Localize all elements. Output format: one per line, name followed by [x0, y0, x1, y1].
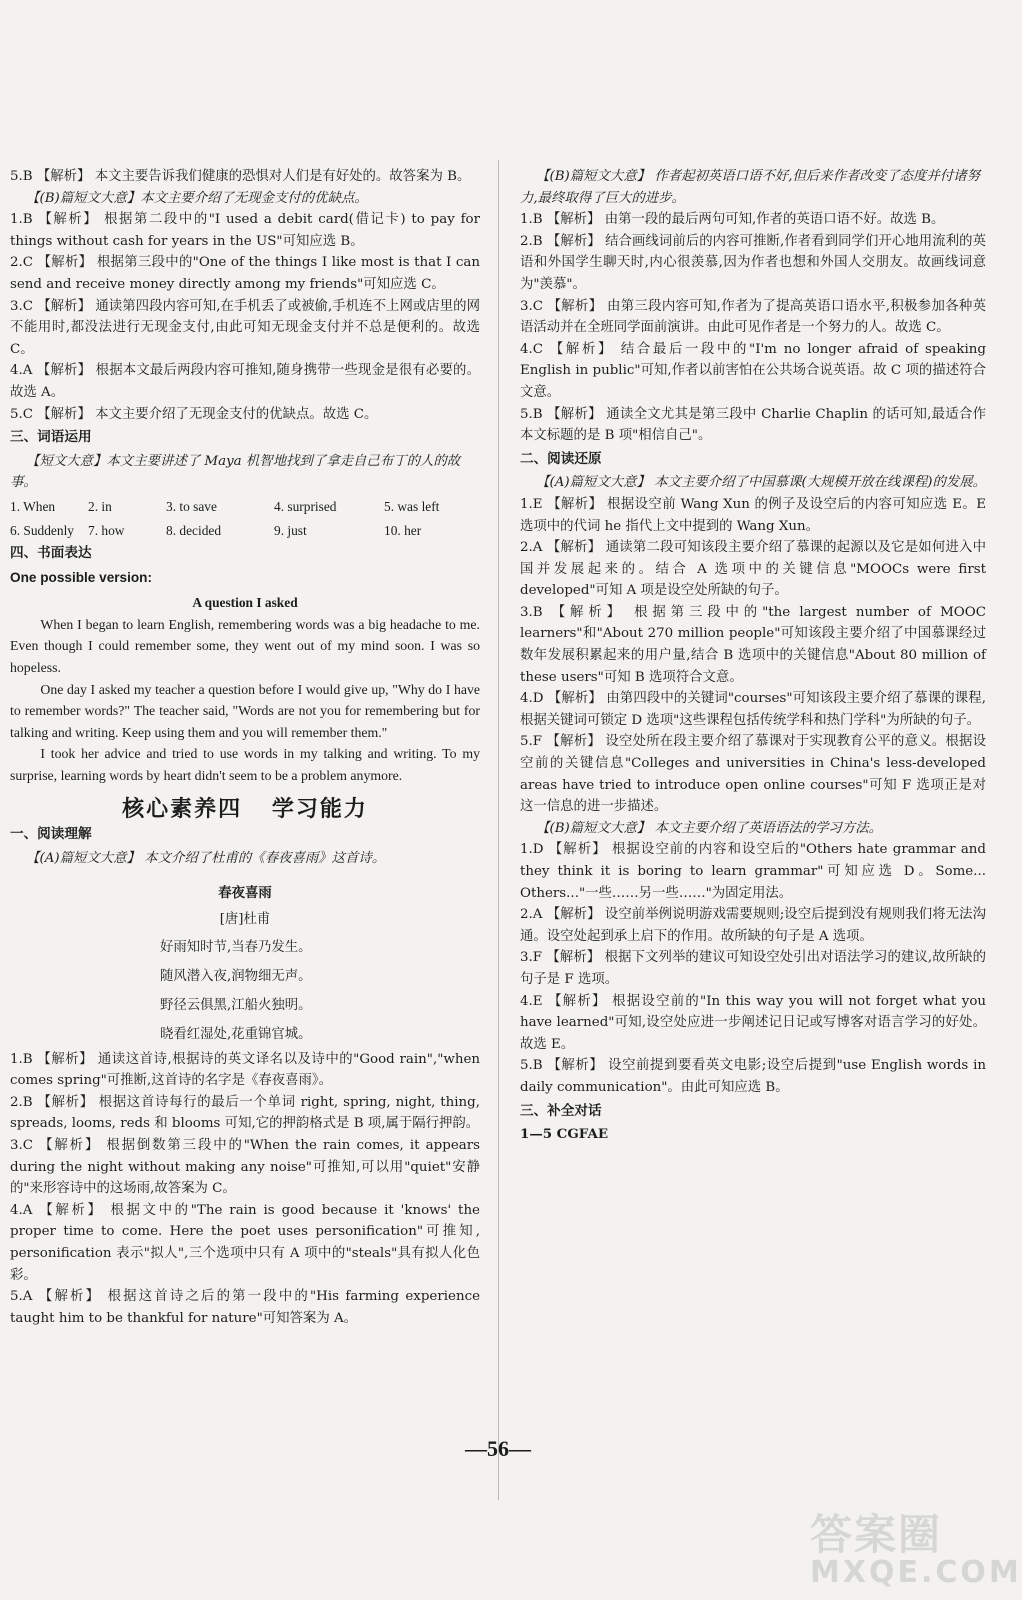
- answer-paragraph: 2.C 【解析】 根据第三段中的"One of the things I like most is that I can send and receive money directly among my friends"可知应选 C。: [10, 255, 480, 292]
- word-answers-row-2: [10, 520, 480, 542]
- answer-paragraph: 2.A 【解析】 通读第二段可知该段主要介绍了慕课的起源以及它是如何进入中国并发展起来的。结合 A 选项中的关键信息"MOOCs were first developed"可知 A 项是设空处所缺的句子。: [520, 540, 986, 599]
- site-watermark-logo: [810, 1510, 1022, 1590]
- page-number: —56—: [465, 1436, 531, 1461]
- answer-paragraph: 4.A 【解析】 根据文中的"The rain is good because it 'knows' the proper time to come. Here the poet uses personification"可推知, personification 表示"拟人",三个选项中只有 A 项中的"steals"具有拟人化色彩。: [10, 1202, 480, 1283]
- answer-paragraph: 4.E 【解析】 根据设空前的"In this way you will not forget what you have learned"可知,设空处应进一步阐述记日记或写博客对语言学习的好处。故选 E。: [520, 993, 986, 1052]
- watermark-en: MXQE.COM: [810, 1555, 1022, 1590]
- summary-paragraph: 【短文大意】本文主要讲述了 Maya 机智地找到了拿走自己布丁的人的故事。: [10, 453, 461, 491]
- answer-paragraph: 2.A 【解析】 设空前举例说明游戏需要规则;设空后提到没有规则我们将无法沟通。设空处起到承上启下的作用。故所缺的句子是 A 选项。: [520, 907, 986, 944]
- poem-title: 春夜喜雨: [218, 885, 272, 902]
- section-heading: 三、补全对话: [520, 1102, 602, 1119]
- dialogue-answers: 1—5 CGFAE: [520, 1126, 609, 1143]
- answer-paragraph: 2.B 【解析】 结合画线词前后的内容可推断,作者看到同学们开心地用流利的英语和外国学生聊天时,内心很羡慕,因为作者也想和外国人交朋友。故画线词意为"羡慕"。: [520, 233, 986, 292]
- section-heading: 三、词语运用: [10, 429, 92, 446]
- answer-paragraph: 1.B 【解析】 根据第二段中的"I used a debit card(借记卡) to pay for things without cash for years in the US"可知应选 B。: [10, 212, 480, 249]
- answer-paragraph: 5.C 【解析】 本文主要介绍了无现金支付的优缺点。故选 C。: [10, 406, 378, 422]
- word-answer: 5. was left: [384, 498, 440, 514]
- answer-paragraph: 5.B 【解析】 通读全文尤其是第三段中 Charlie Chaplin 的话可知,最适合作本文标题的是 B 项"相信自己"。: [520, 406, 986, 444]
- summary-paragraph: 【(B)篇短文大意】 本文主要介绍了英语语法的学习方法。: [536, 820, 882, 836]
- essay-title: A question I asked: [192, 595, 298, 611]
- word-answer: 3. to save: [166, 498, 217, 514]
- word-answer: 2. in: [88, 498, 112, 514]
- section-heading: 一、阅读理解: [10, 826, 92, 843]
- answer-paragraph: 3.F 【解析】 根据下文列举的建议可知设空处引出对语法学习的建议,故所缺的句子是 F 选项。: [520, 950, 986, 987]
- summary-paragraph: 【(A)篇短文大意】 本文介绍了杜甫的《春夜喜雨》这首诗。: [26, 850, 386, 866]
- answer-paragraph: 3.C 【解析】 通读第四段内容可知,在手机丢了或被偷,手机连不上网或店里的网不能用时,都没法进行无现金支付,由此可知无现金支付并不总是便利的。故选 C。: [10, 298, 480, 357]
- summary-paragraph: 【(A)篇短文大意】 本文主要介绍了中国慕课(大规模开放在线课程)的发展。: [536, 475, 987, 491]
- answer-paragraph: 5.B 【解析】 本文主要告诉我们健康的恐惧对人们是有好处的。故答案为 B。: [10, 169, 471, 184]
- summary-paragraph: 【(B)篇短文大意】 作者起初英语口语不好,但后来作者改变了态度并付诸努力,最终取得了巨大的进步。: [520, 169, 980, 206]
- answer-paragraph: 5.B 【解析】 设空前提到要看英文电影;设空后提到"use English words in daily communication"。由此可知应选 B。: [520, 1058, 986, 1095]
- answer-paragraph: 5.F 【解析】 设空处所在段主要介绍了慕课对于实现教育公平的意义。根据设空前的关键信息"Colleges and universities in China's less-developed areas have tried to introduce open online courses"可知 F 选项正是对这一信息的进一步描述。: [520, 734, 986, 815]
- answer-paragraph: 1.B 【解析】 通读这首诗,根据诗的英文译名以及诗中的"Good rain","when comes spring"可推断,这首诗的名字是《春夜喜雨》。: [10, 1051, 480, 1089]
- word-answer: 8. decided: [166, 522, 222, 538]
- answer-paragraph: 1.D 【解析】 根据设空前的内容和设空后的"Others hate grammar and they think it is boring to learn grammar"可知应选 D。Some... Others..."一些……另一些……"为固定用法。: [520, 842, 986, 901]
- chapter-title: [10, 796, 480, 822]
- answer-paragraph: 3.C 【解析】 由第三段内容可知,作者为了提高英语口语水平,积极参加各种英语活动并在全班同学面前演讲。由此可见作者是一个努力的人。故选 C。: [520, 298, 986, 336]
- answer-paragraph: 2.B 【解析】 根据这首诗每行的最后一个单词 right, spring, night, thing, spreads, looms, reds 和 blooms 可知,它的押韵格式是 B 项,属于隔行押韵。: [10, 1094, 480, 1132]
- essay-body: [10, 614, 480, 787]
- right-column: [520, 166, 986, 1146]
- left-column: [10, 166, 480, 1329]
- poem-author: [唐]杜甫: [219, 912, 271, 927]
- poem-line: 晓看红湿处,花重锦官城。: [160, 1026, 312, 1042]
- word-answers-row-1: [10, 496, 480, 518]
- poem-line: 好雨知时节,当春乃发生。: [160, 939, 312, 955]
- word-answer: 4. surprised: [274, 498, 337, 514]
- poem-line: 野径云俱黑,江船火独明。: [160, 997, 312, 1013]
- answer-paragraph: 3.C 【解析】 根据倒数第三段中的"When the rain comes, it appears during the night without making any noise"可推知,可以用"quiet"安静的"来形容诗中的这场雨,故答案为 C。: [10, 1137, 480, 1197]
- word-answer: 6. Suddenly: [10, 522, 74, 538]
- section-heading: 二、阅读还原: [520, 450, 602, 467]
- word-answer: 7. how: [88, 522, 125, 538]
- answer-paragraph: 4.C 【解析】 结合最后一段中的"I'm no longer afraid of speaking English in public"可知,作者以前害怕在公共场合说英语。故 C 项的描述符合文意。: [520, 341, 986, 400]
- chapter-title-part: 核心素养四: [122, 796, 243, 822]
- essay-paragraph: I took her advice and tried to use words in my talking and writing. To my surprise, learning words by heart didn't seem to be a problem anymore.: [10, 746, 480, 784]
- watermark-cn: 答案圈: [810, 1510, 943, 1559]
- word-answer: 9. just: [274, 522, 307, 538]
- essay-paragraph: One day I asked my teacher a question before I would give up, "Why do I have to remember words?" The teacher said, "Words are not you for remembering but for talking and writing. Keep using them and you will remember them.": [10, 681, 480, 740]
- chapter-title-part: 学习能力: [271, 796, 368, 822]
- answer-paragraph: 3.B 【解析】 根据第三段中的"the largest number of MOOC learners"和"About 270 million people"可知该段主要介绍了中国慕课经过数年发展积累起来的用户量,结合 B 选项中的关键信息"About 80 million of these users"可知 B 选项符合文意。: [520, 604, 986, 685]
- column-divider: [498, 160, 499, 1500]
- section-heading: 四、书面表达: [10, 545, 92, 562]
- answer-paragraph: 4.D 【解析】 由第四段中的关键词"courses"可知该段主要介绍了慕课的课程,根据关键词可锁定 D 选项"这些课程包括传统学科和热门学科"为所缺的句子。: [520, 691, 986, 728]
- answer-paragraph: 4.A 【解析】 根据本文最后两段内容可推知,随身携带一些现金是很有必要的。故选 A。: [10, 363, 480, 400]
- summary-paragraph: 【(B)篇短文大意】本文主要介绍了无现金支付的优缺点。: [26, 190, 368, 206]
- poem-line: 随风潜入夜,润物细无声。: [160, 968, 312, 984]
- essay-label: One possible version:: [10, 569, 153, 585]
- answer-paragraph: 5.A 【解析】 根据这首诗之后的第一段中的"His farming experience taught him to be thankful for nature"可知答案为 A。: [10, 1289, 480, 1326]
- essay-paragraph: When I began to learn English, remembering words was a big headache to me. Even though I could remember some, they went out of my mind soon. I was so hopeless.: [10, 616, 480, 676]
- word-answer: 1. When: [10, 498, 56, 514]
- answer-paragraph: 1.B 【解析】 由第一段的最后两句可知,作者的英语口语不好。故选 B。: [520, 212, 945, 228]
- word-answer: 10. her: [384, 522, 422, 538]
- answer-paragraph: 1.E 【解析】 根据设空前 Wang Xun 的例子及设空后的内容可知应选 E。E 选项中的代词 he 指代上文中提到的 Wang Xun。: [520, 496, 986, 534]
